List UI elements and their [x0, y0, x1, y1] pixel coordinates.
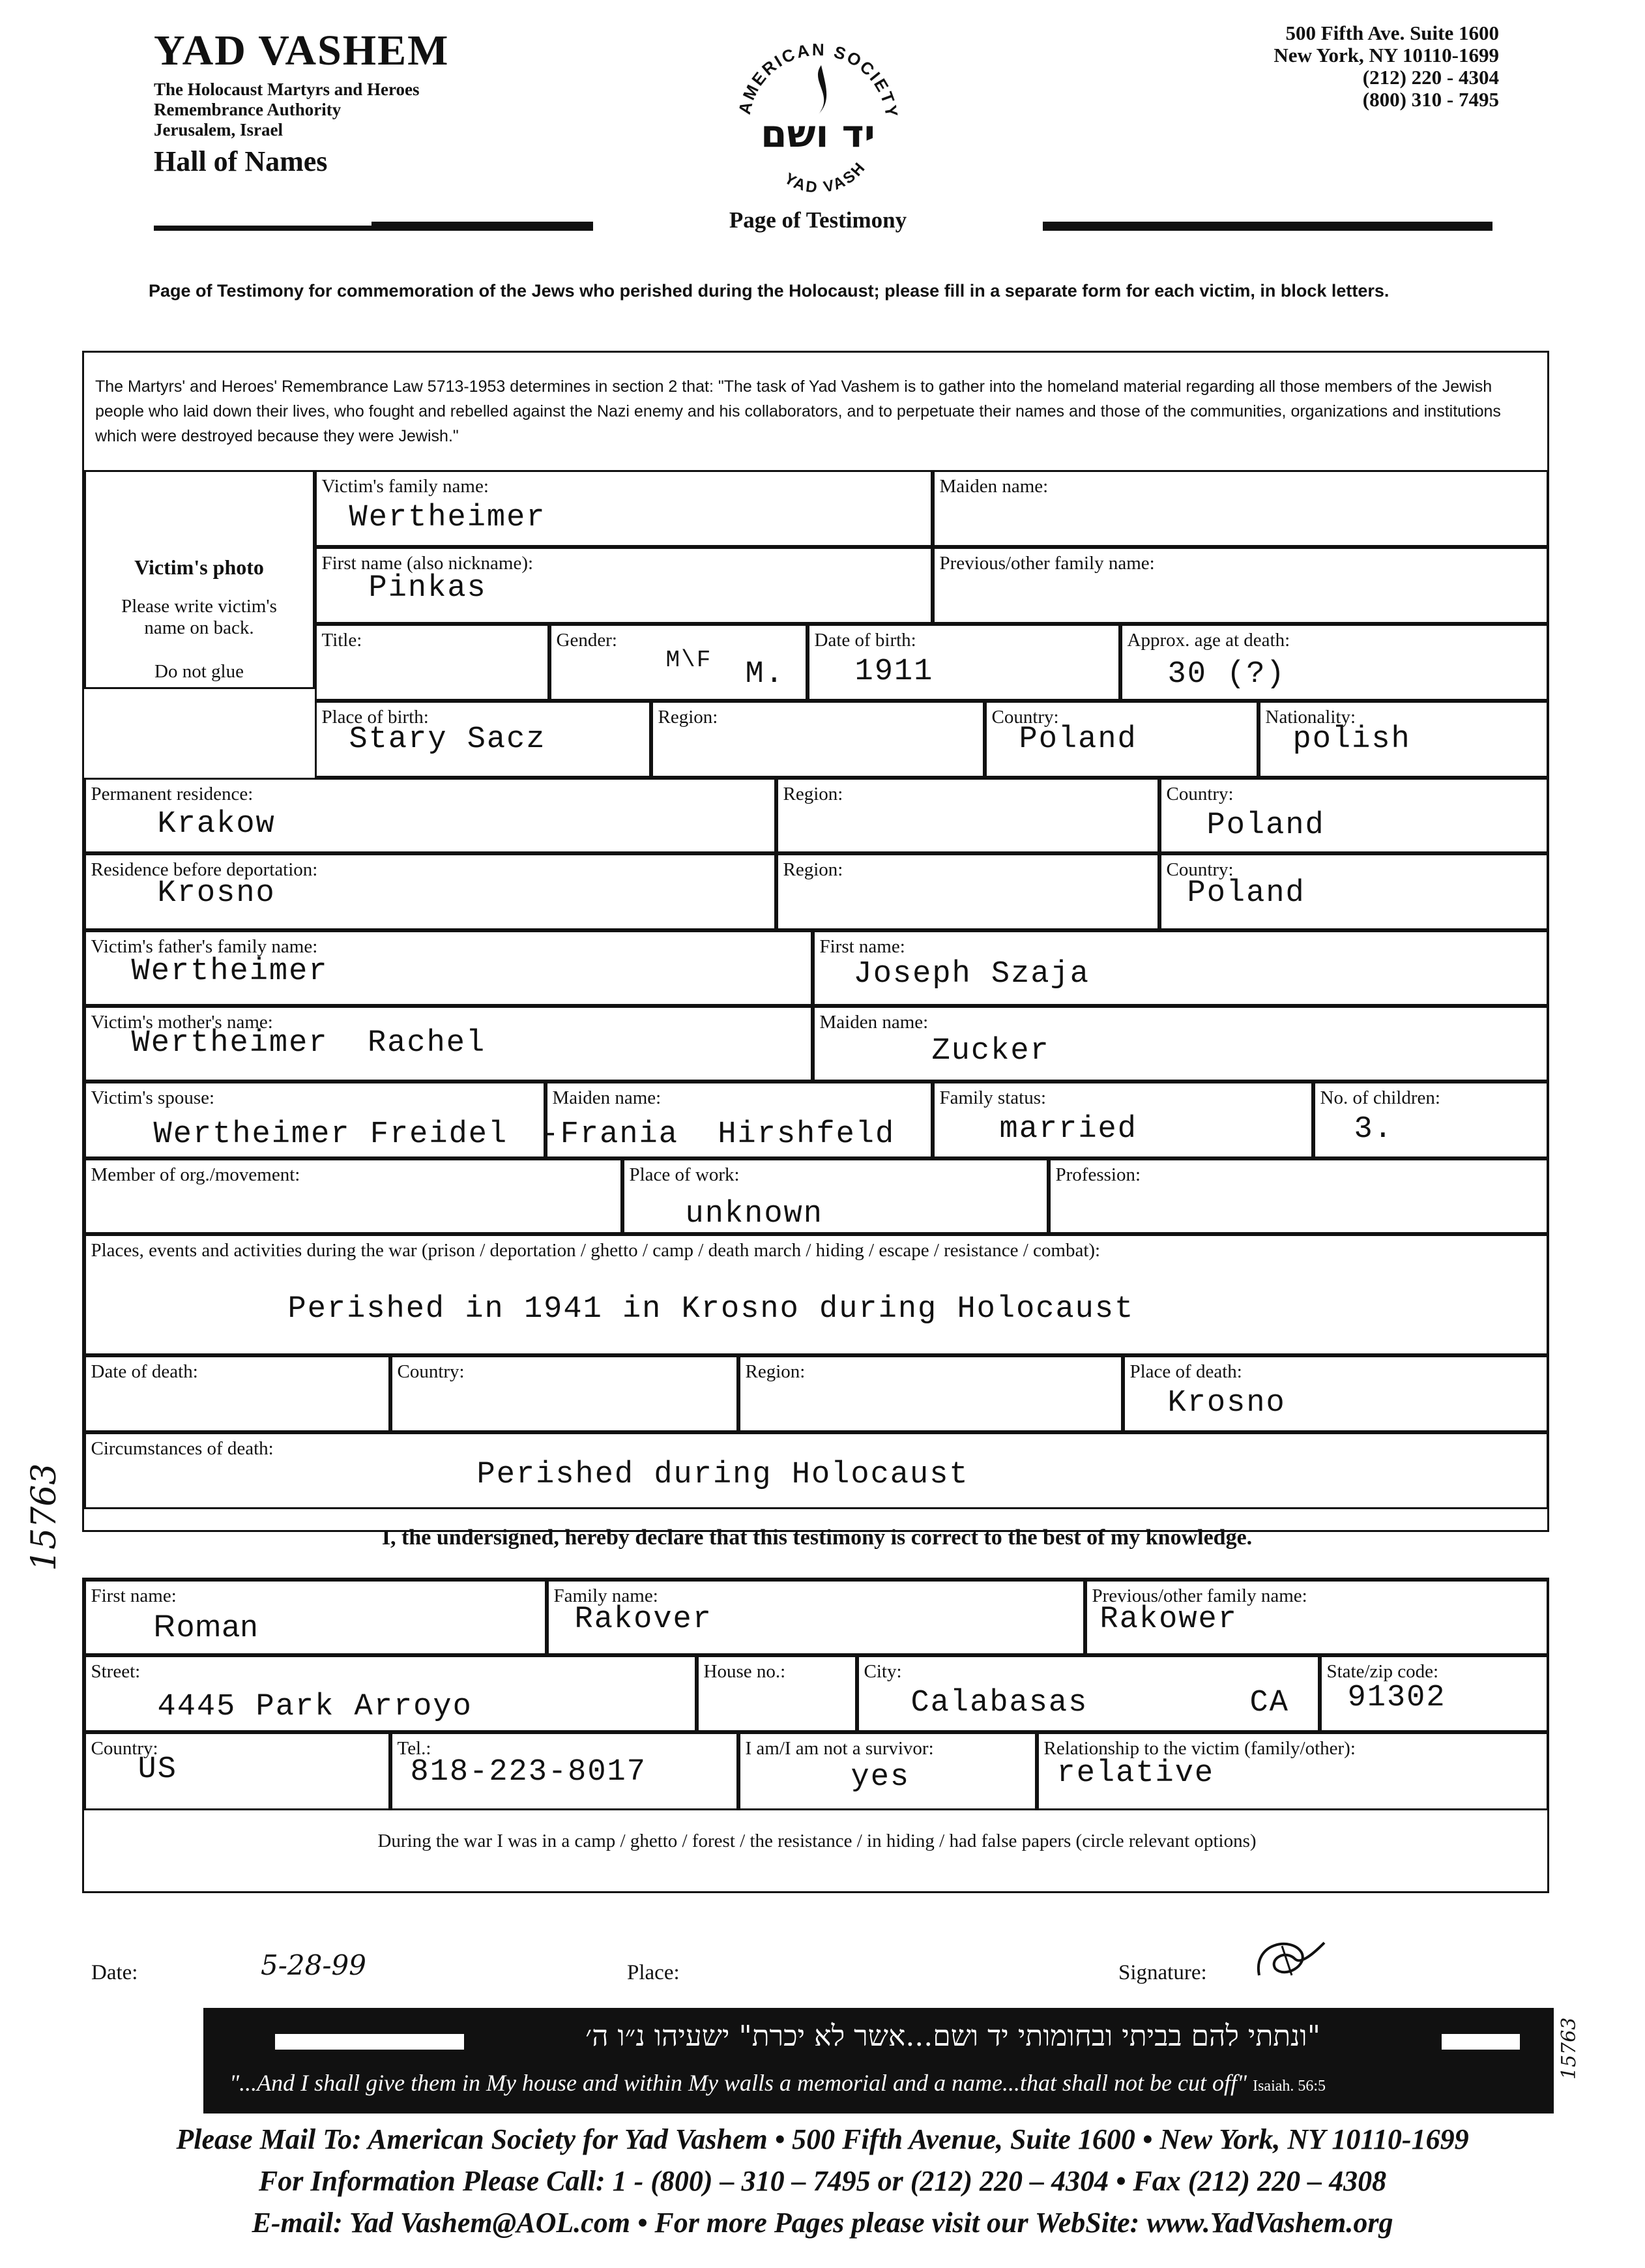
maiden-name-field[interactable] [933, 470, 1549, 547]
date-of-birth-value: 1911 [854, 654, 934, 689]
mother-name-value: Wertheimer Rachel [131, 1025, 486, 1061]
father-first-name-value: Joseph Szaja [853, 956, 1090, 992]
place-of-birth-label: Place of birth: [321, 706, 429, 728]
banner-hebrew: "ונתתי להם בביתי ובחומותי יד ושם...אשר לא יכרת" ישעיהו נ״ו ה׳ [585, 2020, 1320, 2053]
logo-hebrew: יד ושם [761, 111, 875, 156]
war-options-text: During the war I was in a camp / ghetto / forest / the resistance / in hiding / had false papers (circle relevant options) [377, 1831, 1257, 1851]
tel-field[interactable] [390, 1732, 738, 1810]
org-subtitle-2: Remembrance Authority [154, 100, 342, 119]
photo-box [84, 470, 315, 689]
banner-side-number-text: 15763 [1558, 2017, 1580, 2080]
submitter-country-field[interactable] [84, 1732, 390, 1810]
relationship-value: relative [1056, 1756, 1215, 1791]
state-value: CA [1249, 1685, 1289, 1720]
victim-family-name-label: Victim's family name: [321, 475, 489, 497]
phone-2: (800) 310 - 7495 [1362, 88, 1499, 111]
family-status-field[interactable] [933, 1082, 1313, 1158]
margin-number-text: 15763 [25, 1463, 64, 1571]
law-text: The Martyrs' and Heroes' Remembrance Law 5713-1953 determines in section 2 that: "The task of Yad Vashem is to gather into the homeland material regarding all those members of the Jewish people who laid down their lives, who fought and rebelled against the Nazi enemy and his collaborators, and to perpetuate their names and those of the communities, organizations and institutions which were destroyed because they were Jewish." [95, 377, 1501, 445]
signature-label: Signature: [1118, 1961, 1207, 1984]
place-of-work-field[interactable] [622, 1158, 1049, 1234]
spouse-field[interactable] [84, 1082, 546, 1158]
family-status-value: married [999, 1112, 1137, 1147]
spouse-value: Wertheimer Freidel [153, 1117, 508, 1152]
first-name-label: First name (also nickname): [321, 552, 534, 574]
residence-before-deportation-value: Krosno [157, 876, 276, 911]
house-no-label: House no.: [703, 1660, 786, 1682]
photo-line-1: Please write victim's [121, 595, 277, 617]
spouse-label: Victim's spouse: [91, 1087, 215, 1108]
footer-line-1: Please Mail To: American Society for Yad Vashem • 500 Fifth Avenue, Suite 1600 • New York, NY 10110-1699 [176, 2123, 1469, 2155]
tel-label: Tel.: [397, 1737, 431, 1759]
gender-label: Gender: [556, 629, 617, 651]
mother-name-field[interactable] [84, 1006, 813, 1082]
phone-1: (212) 220 - 4304 [1362, 66, 1499, 89]
footer-line-2: For Information Please Call: 1 - (800) – 310 – 7495 or (212) 220 – 4304 • Fax (212) 220 – 4308 [258, 2165, 1387, 2197]
war-places-field[interactable] [84, 1234, 1549, 1355]
residence-region-field[interactable] [776, 778, 1159, 853]
deportation-region-label: Region: [783, 859, 843, 880]
age-at-death-value: 30 (?) [1167, 656, 1286, 692]
victim-family-name-value: Wertheimer [349, 500, 546, 535]
banner-source: Isaiah. 56:5 [1253, 2078, 1326, 2095]
mother-name-label: Victim's mother's name: [91, 1011, 273, 1033]
banner-english-text: "...And I shall give them in My house and within My walls a memorial and a name...that shall not be cut off" [229, 2070, 1247, 2096]
place-of-work-value: unknown [685, 1196, 823, 1231]
mother-maiden-name-label: Maiden name: [819, 1011, 929, 1033]
birth-country-value: Poland [1019, 722, 1137, 757]
submitter-family-name-value: Rakover [574, 1602, 712, 1637]
spouse-maiden-name-value: -Frania Hirshfeld [540, 1117, 895, 1152]
title-label: Title: [321, 629, 362, 651]
date-of-death-field[interactable] [84, 1355, 390, 1432]
death-country-field[interactable] [390, 1355, 738, 1432]
residence-country-field[interactable] [1159, 778, 1549, 853]
spouse-maiden-name-label: Maiden name: [552, 1087, 662, 1108]
page-title: Page of Testimony [729, 207, 907, 233]
age-at-death-label: Approx. age at death: [1127, 629, 1290, 651]
children-value: 3. [1354, 1112, 1393, 1147]
mother-maiden-name-value: Zucker [931, 1033, 1050, 1068]
father-first-name-field[interactable] [813, 930, 1549, 1006]
residence-region-label: Region: [783, 783, 843, 804]
permanent-residence-label: Permanent residence: [91, 783, 254, 804]
gender-field[interactable] [549, 624, 808, 701]
birth-region-field[interactable] [651, 701, 985, 778]
address-line-2: New York, NY 10110-1699 [1274, 44, 1499, 66]
family-status-label: Family status: [939, 1087, 1047, 1108]
previous-family-name-label: Previous/other family name: [939, 552, 1155, 574]
deportation-country-label: Country: [1166, 859, 1234, 880]
member-org-label: Member of org./movement: [91, 1164, 300, 1185]
date-value[interactable]: 5-28-99 [261, 1949, 366, 1981]
member-org-field[interactable] [84, 1158, 622, 1234]
city-value: Calabasas [910, 1685, 1088, 1720]
birth-region-label: Region: [658, 706, 718, 728]
spouse-maiden-name-field[interactable] [540, 1082, 933, 1158]
survivor-field[interactable] [738, 1732, 1037, 1810]
gender-value: M. [745, 656, 785, 692]
date-of-birth-field[interactable] [808, 624, 1120, 701]
org-subtitle-1: The Holocaust Martyrs and Heroes [154, 80, 420, 99]
death-country-label: Country: [397, 1361, 465, 1382]
org-subtitle-3: Jerusalem, Israel [154, 120, 283, 140]
state-zip-label: State/zip code: [1326, 1660, 1439, 1682]
death-region-field[interactable] [738, 1355, 1123, 1432]
birth-country-field[interactable] [985, 701, 1259, 778]
address-block [1108, 22, 1499, 111]
quote-banner [203, 2008, 1554, 2113]
previous-family-name-field[interactable] [933, 547, 1549, 624]
title-field[interactable] [315, 624, 549, 701]
address-line-1: 500 Fifth Ave. Suite 1600 [1285, 22, 1499, 44]
nationality-label: Nationality: [1265, 706, 1356, 728]
header-rule-left-b [371, 222, 593, 231]
war-places-value: Perished in 1941 in Krosno during Holocaust [287, 1291, 1135, 1327]
submitter-first-name-value: Roman [153, 1608, 259, 1643]
victim-family-name-field[interactable] [315, 470, 933, 547]
deportation-country-field[interactable] [1159, 853, 1549, 930]
place-of-death-label: Place of death: [1129, 1361, 1242, 1382]
declaration-text: I, the undersigned, hereby declare that this testimony is correct to the best of my knowledge. [381, 1525, 1253, 1550]
war-places-label: Places, events and activities during the war (prison / deportation / ghetto / camp / death march / hiding / escape / resistance / combat): [91, 1239, 1101, 1261]
death-region-label: Region: [745, 1361, 806, 1382]
age-at-death-field[interactable] [1120, 624, 1549, 701]
logo-top-text: AMERICAN SOCIETY [734, 39, 902, 120]
deportation-region-field[interactable] [776, 853, 1159, 930]
header-rule-left-a [154, 226, 375, 231]
maiden-name-label: Maiden name: [939, 475, 1049, 497]
submitter-first-name-field[interactable] [84, 1580, 547, 1655]
gender-options: M\F [665, 646, 712, 673]
father-family-name-value: Wertheimer [131, 954, 328, 989]
submitter-prev-name-value: Rakower [1099, 1602, 1238, 1637]
city-field[interactable] [857, 1655, 1320, 1732]
society-logo [723, 26, 912, 209]
survivor-label: I am/I am not a survivor: [745, 1737, 934, 1759]
place-label: Place: [627, 1961, 680, 1984]
org-title: YAD VASHEM [154, 27, 450, 74]
submitter-country-value: US [138, 1752, 177, 1787]
profession-label: Profession: [1055, 1164, 1141, 1185]
zip-value: 91302 [1347, 1680, 1446, 1715]
nationality-value: polish [1292, 722, 1411, 757]
deportation-country-value: Poland [1187, 876, 1305, 911]
survivor-value: yes [851, 1760, 910, 1795]
circumstances-value: Perished during Holocaust [476, 1457, 969, 1492]
place-of-birth-value: Stary Sacz [349, 722, 546, 757]
banner-bar-right [1442, 2034, 1520, 2050]
place-of-birth-field[interactable] [315, 701, 651, 778]
photo-line-2: name on back. [144, 617, 254, 638]
hall-of-names: Hall of Names [154, 145, 328, 177]
residence-country-label: Country: [1166, 783, 1234, 804]
place-of-work-label: Place of work: [629, 1164, 740, 1185]
header-rule-right [1043, 222, 1492, 231]
mother-maiden-name-field[interactable] [813, 1006, 1549, 1082]
circumstances-label: Circumstances of death: [91, 1437, 274, 1459]
profession-field[interactable] [1049, 1158, 1549, 1234]
street-value: 4445 Park Arroyo [157, 1689, 473, 1724]
birth-country-label: Country: [991, 706, 1059, 728]
place-of-death-value: Krosno [1167, 1385, 1286, 1421]
submitter-prev-name-label: Previous/other family name: [1092, 1585, 1307, 1606]
signature-mark[interactable] [1246, 1930, 1331, 1988]
submitter-family-name-field[interactable] [547, 1580, 1085, 1655]
first-name-value: Pinkas [368, 570, 487, 606]
photo-line-3: Do not glue [154, 660, 244, 682]
submitter-prev-name-field[interactable] [1085, 1580, 1549, 1655]
house-no-field[interactable] [697, 1655, 857, 1732]
street-field[interactable] [84, 1655, 697, 1732]
city-label: City: [864, 1660, 902, 1682]
intro-text: Page of Testimony for commemoration of the Jews who perished during the Holocaust; please fill in a separate form for each victim, in block letters. [149, 281, 1390, 301]
nationality-field[interactable] [1259, 701, 1549, 778]
submitter-family-name-label: Family name: [553, 1585, 658, 1606]
father-family-name-label: Victim's father's family name: [91, 935, 318, 957]
state-zip-field[interactable] [1320, 1655, 1549, 1732]
residence-country-value: Poland [1206, 808, 1325, 843]
residence-before-deportation-field[interactable] [84, 853, 776, 930]
street-label: Street: [91, 1660, 141, 1682]
submitter-first-name-label: First name: [91, 1585, 177, 1606]
first-name-field[interactable] [315, 547, 933, 624]
relationship-label: Relationship to the victim (family/other): [1043, 1737, 1356, 1759]
submitter-country-label: Country: [91, 1737, 158, 1759]
date-label: Date: [91, 1961, 138, 1984]
children-label: No. of children: [1320, 1087, 1440, 1108]
place-of-death-field[interactable] [1123, 1355, 1549, 1432]
children-field[interactable] [1313, 1082, 1549, 1158]
flame-icon [818, 65, 826, 114]
banner-english [229, 2069, 1533, 2097]
residence-before-deportation-label: Residence before deportation: [91, 859, 318, 880]
photo-title: Victim's photo [134, 555, 264, 579]
date-of-death-label: Date of death: [91, 1361, 198, 1382]
permanent-residence-value: Krakow [157, 806, 276, 842]
relationship-field[interactable] [1037, 1732, 1549, 1810]
permanent-residence-field[interactable] [84, 778, 776, 853]
circumstances-field[interactable] [84, 1432, 1549, 1509]
tel-value: 818-223-8017 [410, 1754, 647, 1789]
father-first-name-label: First name: [819, 935, 905, 957]
date-of-birth-label: Date of birth: [814, 629, 916, 651]
father-family-name-field[interactable] [84, 930, 813, 1006]
footer-line-3: E-mail: Yad Vashem@AOL.com • For more Pages please visit our WebSite: www.YadVashem.org [252, 2207, 1393, 2239]
logo-bottom-text: YAD VASH [781, 158, 870, 197]
banner-bar-left [275, 2034, 464, 2050]
